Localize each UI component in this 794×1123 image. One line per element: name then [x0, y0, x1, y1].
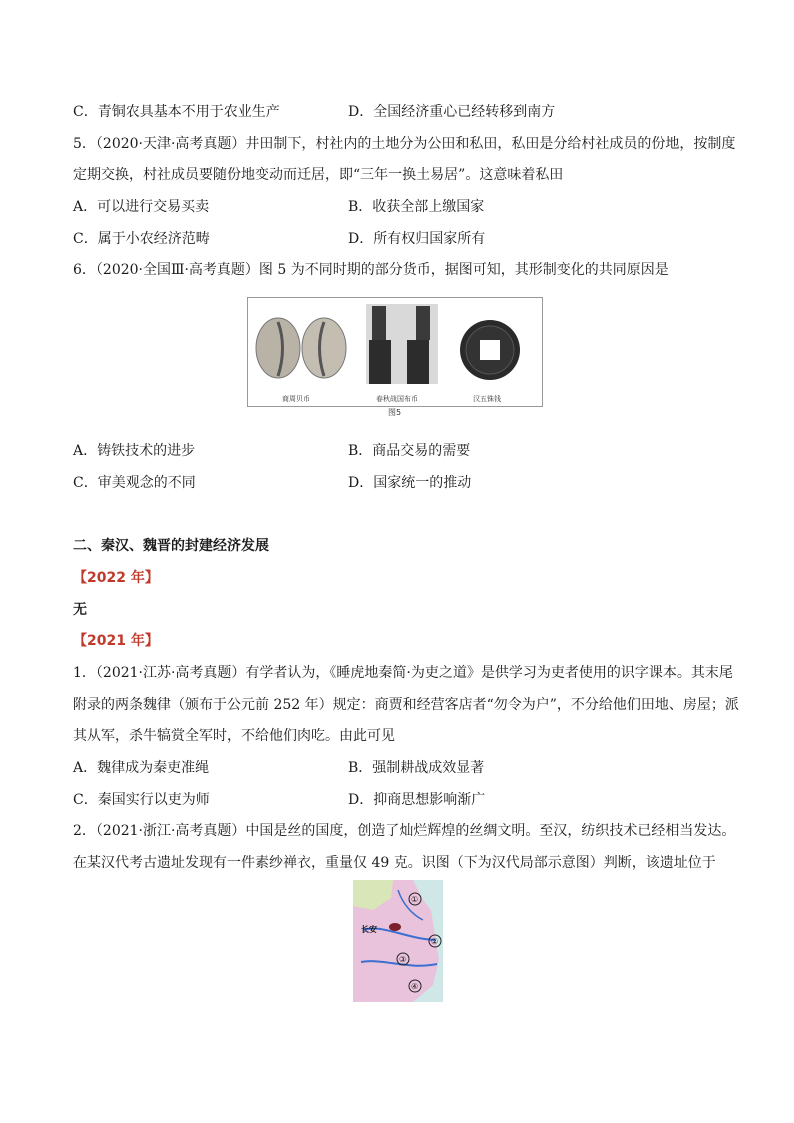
q5-option-c: C．属于小农经济范畴: [73, 231, 210, 247]
s2q1-option-c: C．秦国实行以吏为师: [73, 792, 210, 808]
q5-option-d: D．所有权归国家所有: [348, 231, 486, 247]
year-2022-tag: 【2022 年】: [73, 570, 159, 586]
currency-figure: [247, 297, 543, 407]
currency-figure-art: [248, 298, 542, 406]
q5-stem-line1: 5．（2020·天津·高考真题）井田制下，村社内的土地分为公田和私田，私田是分给村社成员的份地，按制度: [73, 136, 736, 152]
spade-money-image: [366, 304, 438, 384]
s2q2-stem-line2: 在某汉代考古遗址发现有一件素纱禅衣，重量仅 49 克。识图（下为汉代局部示意图）判断，该遗址位于: [73, 855, 716, 871]
year-2021-tag: 【2021 年】: [73, 633, 159, 649]
caption-shell-money: 商周贝币: [282, 395, 310, 403]
q4-option-c: C．青铜农具基本不用于农业生产: [73, 104, 280, 120]
s2q1-stem-line1: 1．（2021·江苏·高考真题）有学者认为，《睡虎地秦简·为吏之道》是供学习为吏者使用的识字课本。其末尾: [73, 665, 733, 681]
shell-money-image: [256, 318, 346, 378]
s2q1-stem-line3: 其从军，杀牛犒赏全军时，不给他们肉吃。由此可见: [73, 728, 395, 744]
q5-option-a: A．可以进行交易买卖: [73, 199, 210, 215]
s2q1-option-b: B．强制耕战成效显著: [348, 760, 485, 776]
q6-option-d: D．国家统一的推动: [348, 475, 472, 491]
wuzhu-coin-image: [460, 320, 520, 380]
map-marker-4: ④: [411, 982, 419, 991]
s2q1-stem-line2: 附录的两条魏律（颁布于公元前 252 年）规定：商贾和经营客店者“勿令为户”，不分给他们田地、房屋；派: [73, 697, 739, 713]
no-questions-label: 无: [73, 602, 87, 618]
q5-option-b: B．收获全部上缴国家: [348, 199, 485, 215]
han-dynasty-map: [353, 880, 443, 1002]
q6-option-c: C．审美观念的不同: [73, 475, 196, 491]
s2q1-option-d: D．抑商思想影响渐广: [348, 792, 486, 808]
map-marker-2: ②: [431, 937, 439, 946]
q4-option-d: D．全国经济重心已经转移到南方: [348, 104, 556, 120]
map-city-changan: 长安: [361, 924, 377, 934]
map-marker-3: ③: [399, 955, 407, 964]
q6-option-b: B．商品交易的需要: [348, 443, 471, 459]
figure-5-label: 图5: [388, 408, 402, 417]
caption-wuzhu-coin: 汉五铢钱: [473, 395, 501, 403]
caption-spade-money: 春秋战国布币: [376, 395, 418, 403]
q6-option-a: A．铸铁技术的进步: [73, 443, 196, 459]
section2-heading: 二、秦汉、魏晋的封建经济发展: [73, 538, 269, 554]
q5-stem-line2: 定期交换，村社成员要随份地变动而迁居，即“三年一换土易居”。这意味着私田: [73, 167, 564, 183]
q6-stem-line1: 6．（2020·全国Ⅲ·高考真题）图 5 为不同时期的部分货币，据图可知，其形制变化的共同原因是: [73, 262, 669, 278]
s2q2-stem-line1: 2．（2021·浙江·高考真题）中国是丝的国度，创造了灿烂辉煌的丝绸文明。至汉，纺织技术已经相当发达。: [73, 823, 736, 839]
s2q1-option-a: A．魏律成为秦吏准绳: [73, 760, 210, 776]
han-dynasty-map-art: [353, 880, 443, 1002]
map-marker-1: ①: [411, 895, 419, 904]
